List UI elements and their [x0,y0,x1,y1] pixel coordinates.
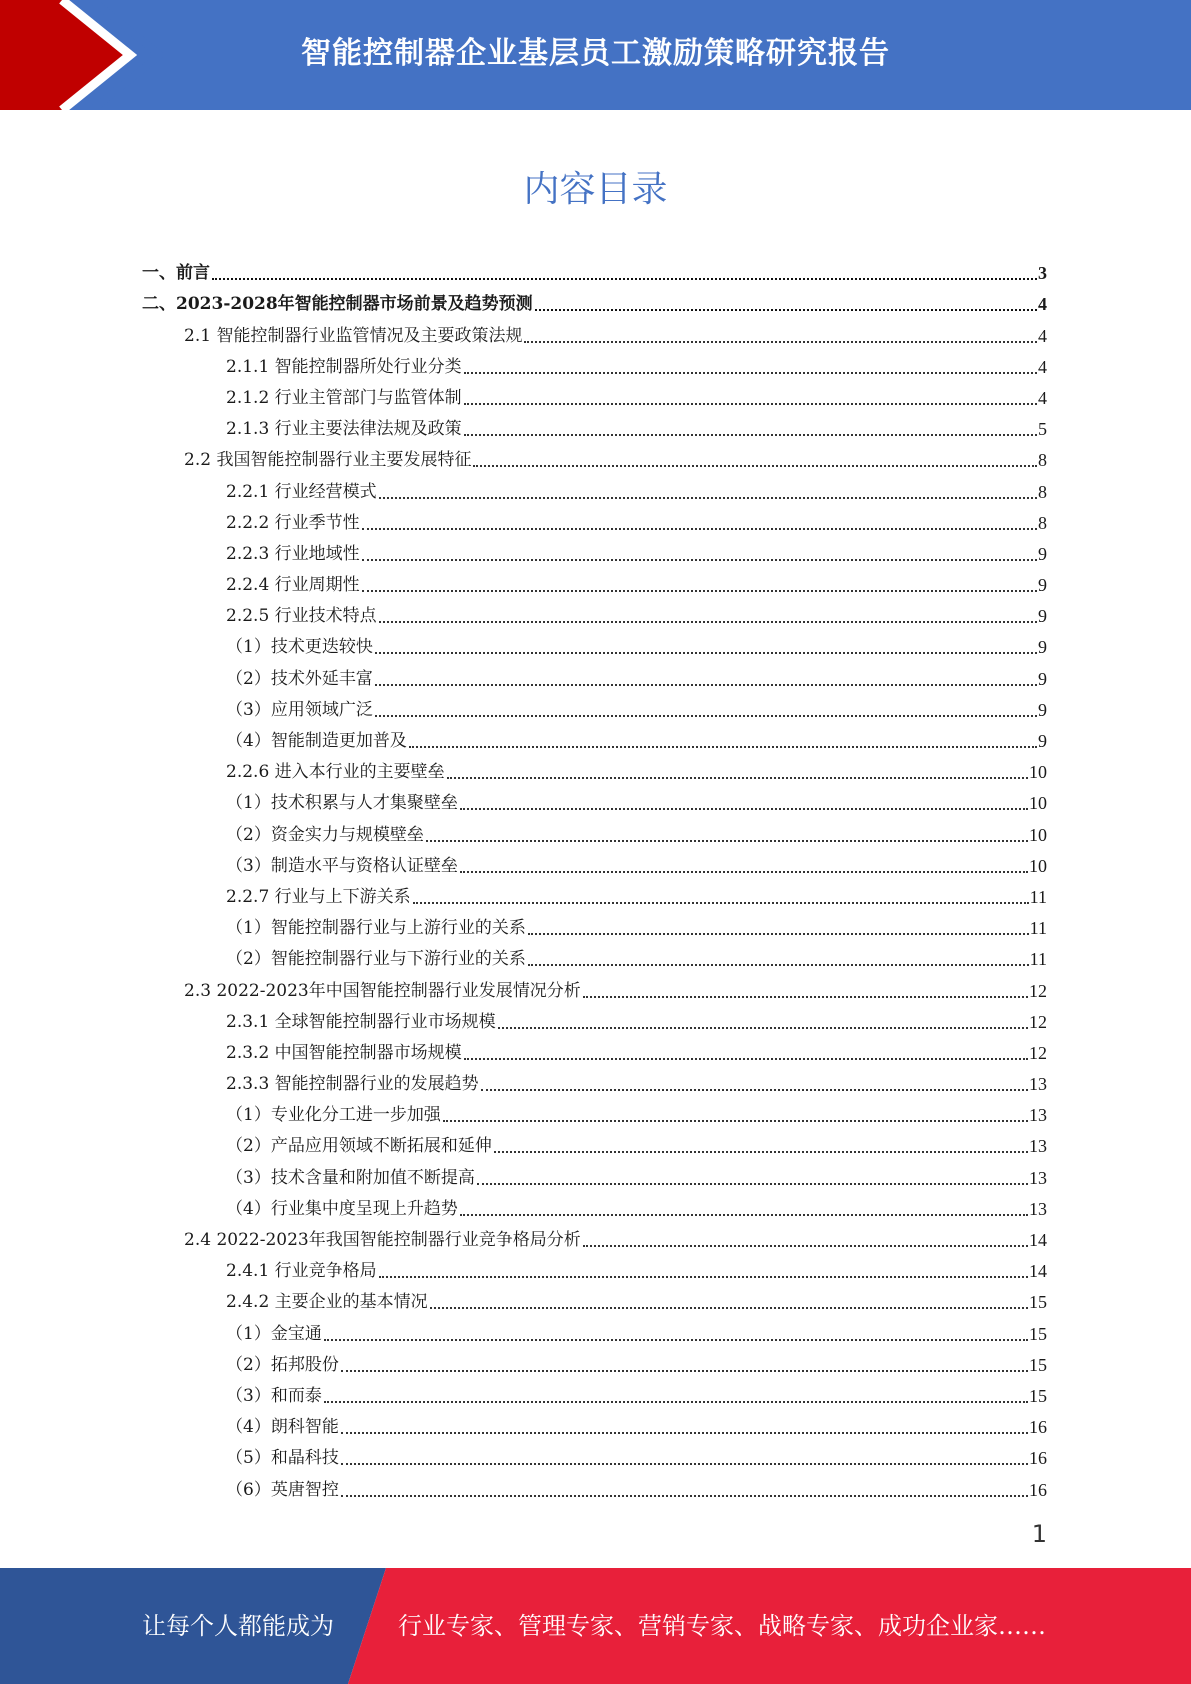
toc-entry[interactable] [142,504,1047,535]
toc-entry[interactable] [142,815,1047,846]
toc-leader-dots [426,840,1028,842]
toc-leader-dots [460,808,1028,810]
toc-entry[interactable] [142,628,1047,659]
toc-entry-page: 9 [1038,668,1047,689]
toc-leader-dots [341,1495,1028,1497]
toc-entry-page: 14 [1029,1261,1047,1282]
toc-entry-label: 2.2.4 行业周期性 [226,575,360,596]
toc-entry-label: （2）智能控制器行业与下游行业的关系 [226,949,526,970]
toc-leader-dots [583,1245,1028,1247]
toc-entry[interactable] [142,1158,1047,1189]
toc-entry-page: 4 [1038,387,1047,408]
toc-leader-dots [464,403,1037,405]
toc-entry-label: 2.2.7 行业与上下游关系 [226,886,411,907]
toc-leader-dots [464,372,1037,374]
toc-leader-dots [464,1058,1028,1060]
toc-leader-dots [375,715,1037,717]
toc-entry[interactable] [142,1065,1047,1096]
toc-entry[interactable] [142,1252,1047,1283]
toc-entry-page: 9 [1038,543,1047,564]
toc-entry-page: 12 [1029,980,1047,1001]
toc-entry-page: 9 [1038,606,1047,627]
toc-entry-page: 4 [1038,294,1047,315]
toc-entry[interactable] [142,1439,1047,1470]
toc-leader-dots [375,652,1037,654]
toc-entry-page: 9 [1038,731,1047,751]
toc-entry[interactable] [142,940,1047,971]
toc-entry-label: （2）技术外延丰富 [226,668,373,689]
toc-entry[interactable] [142,1314,1047,1345]
toc-entry-label: （2）资金实力与规模壁垒 [226,824,424,845]
toc-entry-page: 3 [1038,263,1047,284]
toc-leader-dots [409,746,1037,748]
toc-entry[interactable] [142,441,1047,472]
toc-entry-label: 2.2.5 行业技术特点 [226,606,377,627]
toc-entry[interactable] [142,1034,1047,1065]
toc-entry-label: （4）智能制造更加普及 [226,731,407,751]
toc-leader-dots [498,1027,1028,1029]
page-number: 1 [1031,1520,1047,1548]
toc-leader-dots [460,871,1028,873]
toc-entry-page: 10 [1029,855,1047,876]
toc-entry-page: 12 [1029,1042,1047,1063]
table-of-contents [142,254,1047,1502]
toc-entry-page: 12 [1029,1011,1047,1032]
toc-entry[interactable] [142,410,1047,441]
toc-entry-page: 5 [1038,419,1047,440]
toc-entry-page: 13 [1029,1105,1047,1126]
toc-entry-page: 15 [1029,1323,1047,1344]
toc-entry[interactable] [142,1190,1047,1221]
toc-entry-page: 10 [1029,762,1047,783]
toc-entry-label: 2.4 2022-2023年我国智能控制器行业竞争格局分析 [184,1230,581,1250]
toc-title: 内容目录 [523,169,668,210]
toc-entry-page: 10 [1029,824,1047,845]
toc-entry[interactable] [142,1408,1047,1439]
toc-entry-page: 15 [1029,1354,1047,1375]
toc-entry-label: 2.1.2 行业主管部门与监管体制 [226,387,462,408]
toc-entry[interactable] [142,659,1047,690]
toc-entry[interactable] [142,1283,1047,1314]
toc-entry-page: 15 [1029,1385,1047,1406]
toc-entry[interactable] [142,316,1047,347]
toc-entry-label: 2.2.2 行业季节性 [226,512,360,533]
toc-entry[interactable] [142,971,1047,1002]
toc-entry[interactable] [142,348,1047,379]
toc-entry[interactable] [142,597,1047,628]
toc-entry-page: 16 [1029,1417,1047,1438]
toc-entry-label: （2）产品应用领域不断拓展和延伸 [226,1136,492,1157]
toc-entry-page: 9 [1038,699,1047,720]
toc-entry-page: 16 [1029,1479,1047,1500]
toc-entry[interactable] [142,566,1047,597]
toc-leader-dots [324,1339,1028,1341]
toc-entry-page: 8 [1038,481,1047,502]
toc-entry[interactable] [142,878,1047,909]
toc-entry-page: 9 [1038,637,1047,658]
toc-leader-dots [443,1120,1028,1122]
toc-entry-label: 2.2.1 行业经营模式 [226,481,377,502]
toc-entry[interactable] [142,1221,1047,1252]
toc-entry-label: 2.3 2022-2023年中国智能控制器行业发展情况分析 [184,980,581,1001]
toc-entry-label: 2.2.3 行业地域性 [226,543,360,564]
toc-entry[interactable] [142,1127,1047,1158]
toc-entry-label: （3）和而泰 [226,1385,322,1406]
toc-entry[interactable] [142,753,1047,784]
toc-leader-dots [324,1401,1028,1403]
toc-entry-label: 一、前言 [142,263,210,284]
toc-entry-page: 15 [1029,1292,1047,1313]
toc-leader-dots [341,1432,1028,1434]
footer-slogan-left: 让每个人都能成为 [142,1612,334,1640]
toc-entry-page: 11 [1029,949,1047,970]
toc-leader-dots [583,996,1028,998]
toc-entry-label: （1）金宝通 [226,1323,322,1344]
toc-entry-label: 二、2023-2028年智能控制器市场前景及趋势预测 [142,294,533,315]
toc-leader-dots [379,621,1037,623]
toc-entry-page: 4 [1038,325,1047,346]
toc-leader-dots [341,1463,1028,1465]
toc-entry-page: 16 [1029,1448,1047,1469]
toc-entry[interactable] [142,285,1047,316]
toc-entry-label: （3）应用领域广泛 [226,699,373,720]
toc-leader-dots [375,684,1037,686]
toc-leader-dots [341,1370,1028,1372]
toc-entry-label: 2.2.6 进入本行业的主要壁垒 [226,762,445,783]
toc-entry-label: 2.2 我国智能控制器行业主要发展特征 [184,450,472,471]
toc-leader-dots [481,1089,1028,1091]
toc-entry[interactable] [142,254,1047,285]
toc-leader-dots [413,902,1029,904]
toc-leader-dots [447,777,1028,779]
toc-leader-dots [528,964,1029,966]
toc-entry-label: （2）拓邦股份 [226,1354,339,1375]
toc-entry-page: 13 [1029,1074,1047,1095]
toc-entry-label: （3）技术含量和附加值不断提高 [226,1167,475,1188]
toc-leader-dots [362,559,1037,561]
toc-entry[interactable] [142,535,1047,566]
toc-entry-label: （6）英唐智控 [226,1479,339,1500]
toc-entry-page: 4 [1038,356,1047,377]
toc-entry-label: 2.4.2 主要企业的基本情况 [226,1292,428,1313]
toc-entry[interactable] [142,847,1047,878]
footer-banner [0,1568,1191,1684]
toc-entry-label: （3）制造水平与资格认证壁垒 [226,855,458,876]
toc-entry-label: （1）智能控制器行业与上游行业的关系 [226,918,526,939]
toc-entry[interactable] [142,909,1047,940]
toc-entry-label: 2.3.2 中国智能控制器市场规模 [226,1042,462,1063]
toc-entry[interactable] [142,379,1047,410]
toc-entry-label: 2.1.3 行业主要法律法规及政策 [226,419,462,440]
toc-leader-dots [524,341,1037,343]
toc-entry[interactable] [142,1377,1047,1408]
toc-leader-dots [362,528,1037,530]
toc-leader-dots [212,278,1037,280]
toc-leader-dots [477,1183,1028,1185]
toc-entry-page: 9 [1038,575,1047,596]
toc-leader-dots [494,1151,1028,1153]
toc-entry-label: 2.3.1 全球智能控制器行业市场规模 [226,1011,496,1032]
toc-entry[interactable] [142,1096,1047,1127]
toc-entry[interactable] [142,472,1047,503]
toc-entry-page: 13 [1029,1136,1047,1157]
toc-leader-dots [528,933,1029,935]
toc-leader-dots [473,465,1037,467]
toc-entry-label: （1）技术更迭较快 [226,637,373,658]
header-banner [0,0,1191,110]
toc-entry-label: 2.4.1 行业竞争格局 [226,1261,377,1282]
toc-entry-label: 2.3.3 智能控制器行业的发展趋势 [226,1074,479,1095]
toc-leader-dots [379,497,1037,499]
toc-entry[interactable] [142,1003,1047,1034]
toc-entry-label: 2.1 智能控制器行业监管情况及主要政策法规 [184,325,523,346]
toc-entry-page: 8 [1038,450,1047,471]
toc-entry-label: 2.1.1 智能控制器所处行业分类 [226,356,462,377]
toc-entry-page: 13 [1029,1198,1047,1219]
toc-entry[interactable] [142,1346,1047,1377]
toc-leader-dots [379,1276,1028,1278]
toc-entry-page: 13 [1029,1167,1047,1188]
toc-entry-page: 8 [1038,512,1047,533]
toc-leader-dots [535,309,1037,311]
toc-leader-dots [430,1307,1028,1309]
toc-entry-label: （5）和晶科技 [226,1448,339,1469]
toc-entry-label: （1）技术积累与人才集聚壁垒 [226,793,458,814]
toc-entry[interactable] [142,784,1047,815]
toc-entry-page: 14 [1029,1230,1047,1250]
toc-entry-page: 10 [1029,793,1047,814]
toc-entry-label: （4）行业集中度呈现上升趋势 [226,1198,458,1219]
toc-entry-label: （4）朗科智能 [226,1417,339,1438]
toc-entry-page: 11 [1029,886,1047,907]
toc-entry[interactable] [142,722,1047,753]
toc-entry[interactable] [142,1470,1047,1501]
toc-leader-dots [460,1214,1028,1216]
footer-slogan-right: 行业专家、管理专家、营销专家、战略专家、成功企业家…… [398,1612,1046,1640]
toc-entry-label: （1）专业化分工进一步加强 [226,1105,441,1126]
header-title: 智能控制器企业基层员工激励策略研究报告 [301,36,890,71]
toc-entry[interactable] [142,691,1047,722]
toc-leader-dots [464,434,1037,436]
toc-entry-page: 11 [1029,918,1047,939]
toc-leader-dots [362,590,1037,592]
